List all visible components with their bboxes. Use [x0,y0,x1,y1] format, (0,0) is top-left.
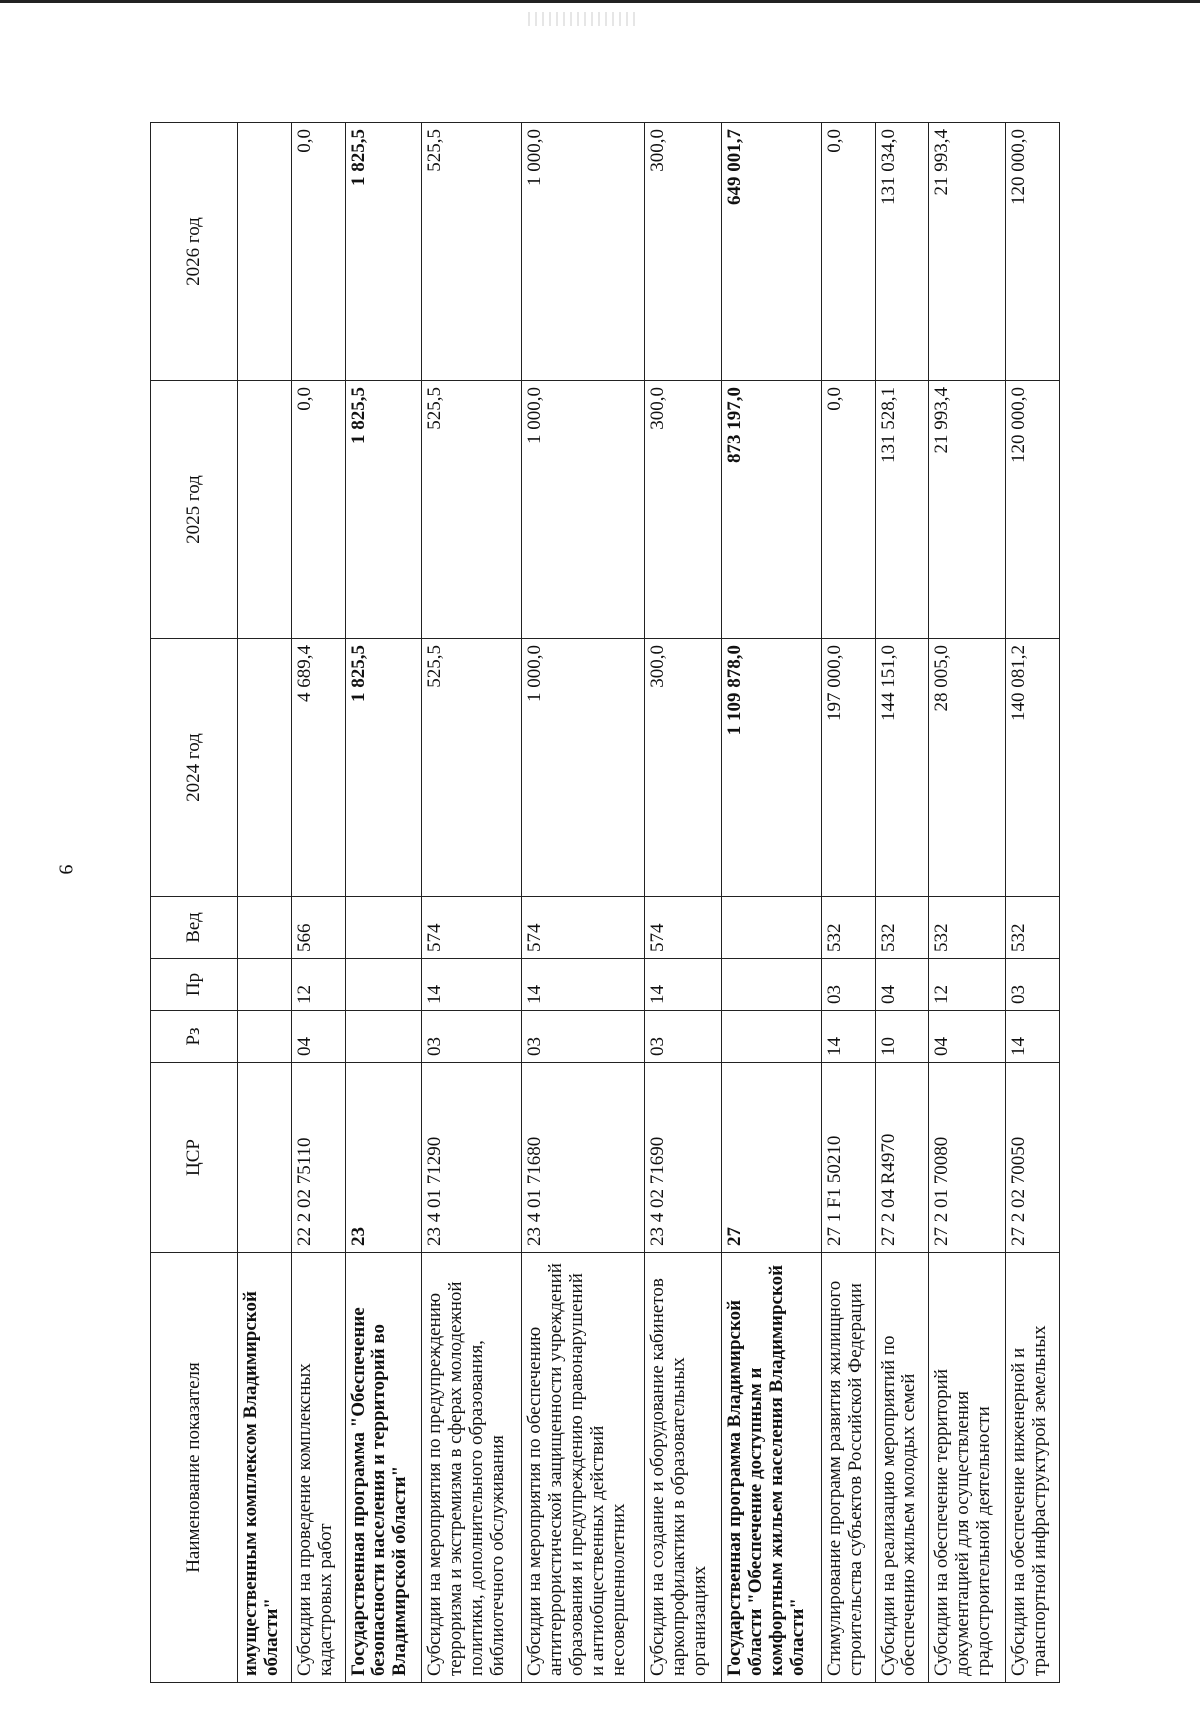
cell-2025: 1 825,5 [345,381,422,639]
cell-2024: 197 000,0 [821,639,875,897]
cell-name: Государственная программа "Обеспечение безопасности населения и территорий во Владимирской области" [345,1253,422,1683]
cell-ved [345,897,422,959]
cell-csr [238,1063,292,1253]
cell-name: Субсидии на обеспечение территорий документацией для осуществления градостроительной деятельности [929,1253,1006,1683]
cell-pr [238,959,292,1011]
header-2024: 2024 год [151,639,238,897]
cell-2025: 0,0 [821,381,875,639]
cell-pr: 12 [929,959,1006,1011]
cell-csr: 23 4 01 71680 [522,1063,645,1253]
cell-2026: 0,0 [291,123,345,381]
cell-csr: 27 2 02 70050 [1006,1063,1060,1253]
cell-2024 [238,639,292,897]
cell-name: Государственная программа Владимирской области "Обеспечение доступным и комфортным жильем населения Владимирской области" [721,1253,821,1683]
cell-ved: 532 [821,897,875,959]
cell-2025: 525,5 [422,381,522,639]
cell-pr: 14 [422,959,522,1011]
cell-2025: 873 197,0 [721,381,821,639]
cell-2026: 0,0 [821,123,875,381]
cell-ved: 574 [422,897,522,959]
table-row [291,123,345,1683]
cell-name: Субсидии на обеспечение инженерной и транспортной инфраструктурой земельных [1006,1253,1060,1683]
header-2026: 2026 год [151,123,238,381]
cell-pr: 14 [645,959,722,1011]
cell-name: Субсидии на реализацию мероприятий по обеспечению жильем молодых семей [875,1253,929,1683]
cell-csr: 23 4 02 71690 [645,1063,722,1253]
cell-name: Субсидии на проведение комплексных кадастровых работ [291,1253,345,1683]
cell-csr: 23 [345,1063,422,1253]
cell-ved: 532 [1006,897,1060,959]
cell-rz: 03 [522,1011,645,1063]
cell-csr: 27 1 F1 50210 [821,1063,875,1253]
cell-2024: 1 109 878,0 [721,639,821,897]
cell-pr: 04 [875,959,929,1011]
cell-pr [345,959,422,1011]
cell-rz: 03 [645,1011,722,1063]
cell-rz [238,1011,292,1063]
cell-2025: 1 000,0 [522,381,645,639]
cell-ved: 574 [522,897,645,959]
cell-2025: 300,0 [645,381,722,639]
cell-2024: 1 000,0 [522,639,645,897]
cell-2025: 131 528,1 [875,381,929,639]
cell-2026: 1 825,5 [345,123,422,381]
header-name: Наименование показателя [151,1253,238,1683]
cell-2026 [238,123,292,381]
scan-speckle [528,12,638,26]
table-row [721,123,821,1683]
table-row [422,123,522,1683]
cell-rz: 03 [422,1011,522,1063]
cell-rz: 14 [821,1011,875,1063]
cell-csr: 22 2 02 75110 [291,1063,345,1253]
cell-csr: 27 2 01 70080 [929,1063,1006,1253]
table-row [821,123,875,1683]
table-row [238,123,292,1683]
page-number: 9 [54,864,77,875]
table-row [875,123,929,1683]
rotated-table-wrapper [150,123,1060,1683]
cell-rz [345,1011,422,1063]
cell-2024: 300,0 [645,639,722,897]
table-row [645,123,722,1683]
budget-table [150,122,1060,1683]
cell-2024: 525,5 [422,639,522,897]
table-row [929,123,1006,1683]
header-ved: Вед [151,897,238,959]
table-row [1006,123,1060,1683]
cell-ved: 532 [929,897,1006,959]
cell-2025: 21 993,4 [929,381,1006,639]
cell-2026: 649 001,7 [721,123,821,381]
cell-2024: 28 005,0 [929,639,1006,897]
cell-2025: 0,0 [291,381,345,639]
cell-ved [238,897,292,959]
cell-ved [721,897,821,959]
cell-csr: 27 2 04 R4970 [875,1063,929,1253]
header-2025: 2025 год [151,381,238,639]
cell-pr: 03 [1006,959,1060,1011]
cell-2026: 120 000,0 [1006,123,1060,381]
cell-2024: 1 825,5 [345,639,422,897]
cell-2025 [238,381,292,639]
header-csr: ЦСР [151,1063,238,1253]
cell-2026: 525,5 [422,123,522,381]
table-row [345,123,422,1683]
header-rz: Рз [151,1011,238,1063]
cell-pr [721,959,821,1011]
cell-2026: 1 000,0 [522,123,645,381]
cell-rz: 10 [875,1011,929,1063]
cell-pr: 14 [522,959,645,1011]
cell-2025: 120 000,0 [1006,381,1060,639]
cell-ved: 574 [645,897,722,959]
cell-csr: 27 [721,1063,821,1253]
cell-name: Стимулирование программ развития жилищного строительства субъектов Российской Федерации [821,1253,875,1683]
cell-2024: 140 081,2 [1006,639,1060,897]
cell-name: имущественным комплексом Владимирской области" [238,1253,292,1683]
table-header-row [151,123,238,1683]
top-border-line [0,0,1200,3]
table-row [522,123,645,1683]
cell-rz: 04 [291,1011,345,1063]
rotated-table-frame [150,123,1060,1683]
cell-2024: 144 151,0 [875,639,929,897]
cell-rz: 14 [1006,1011,1060,1063]
cell-name: Субсидии на создание и оборудование кабинетов наркопрофилактики в образовательных организациях [645,1253,722,1683]
cell-name: Субсидии на мероприятия по предупреждению терроризма и экстремизма в сферах молодежной политики, дополнительного образования, библиотечного обслуживания [422,1253,522,1683]
cell-ved: 532 [875,897,929,959]
cell-2026: 21 993,4 [929,123,1006,381]
cell-2026: 131 034,0 [875,123,929,381]
cell-pr: 03 [821,959,875,1011]
cell-name: Субсидии на мероприятия по обеспечению антитеррористической защищенности учреждений образования и предупреждению правонарушений и антиобщественных действий несовершеннолетних [522,1253,645,1683]
cell-csr: 23 4 01 71290 [422,1063,522,1253]
cell-2024: 4 689,4 [291,639,345,897]
cell-2026: 300,0 [645,123,722,381]
cell-rz [721,1011,821,1063]
cell-rz: 04 [929,1011,1006,1063]
cell-ved: 566 [291,897,345,959]
header-pr: Пр [151,959,238,1011]
cell-pr: 12 [291,959,345,1011]
